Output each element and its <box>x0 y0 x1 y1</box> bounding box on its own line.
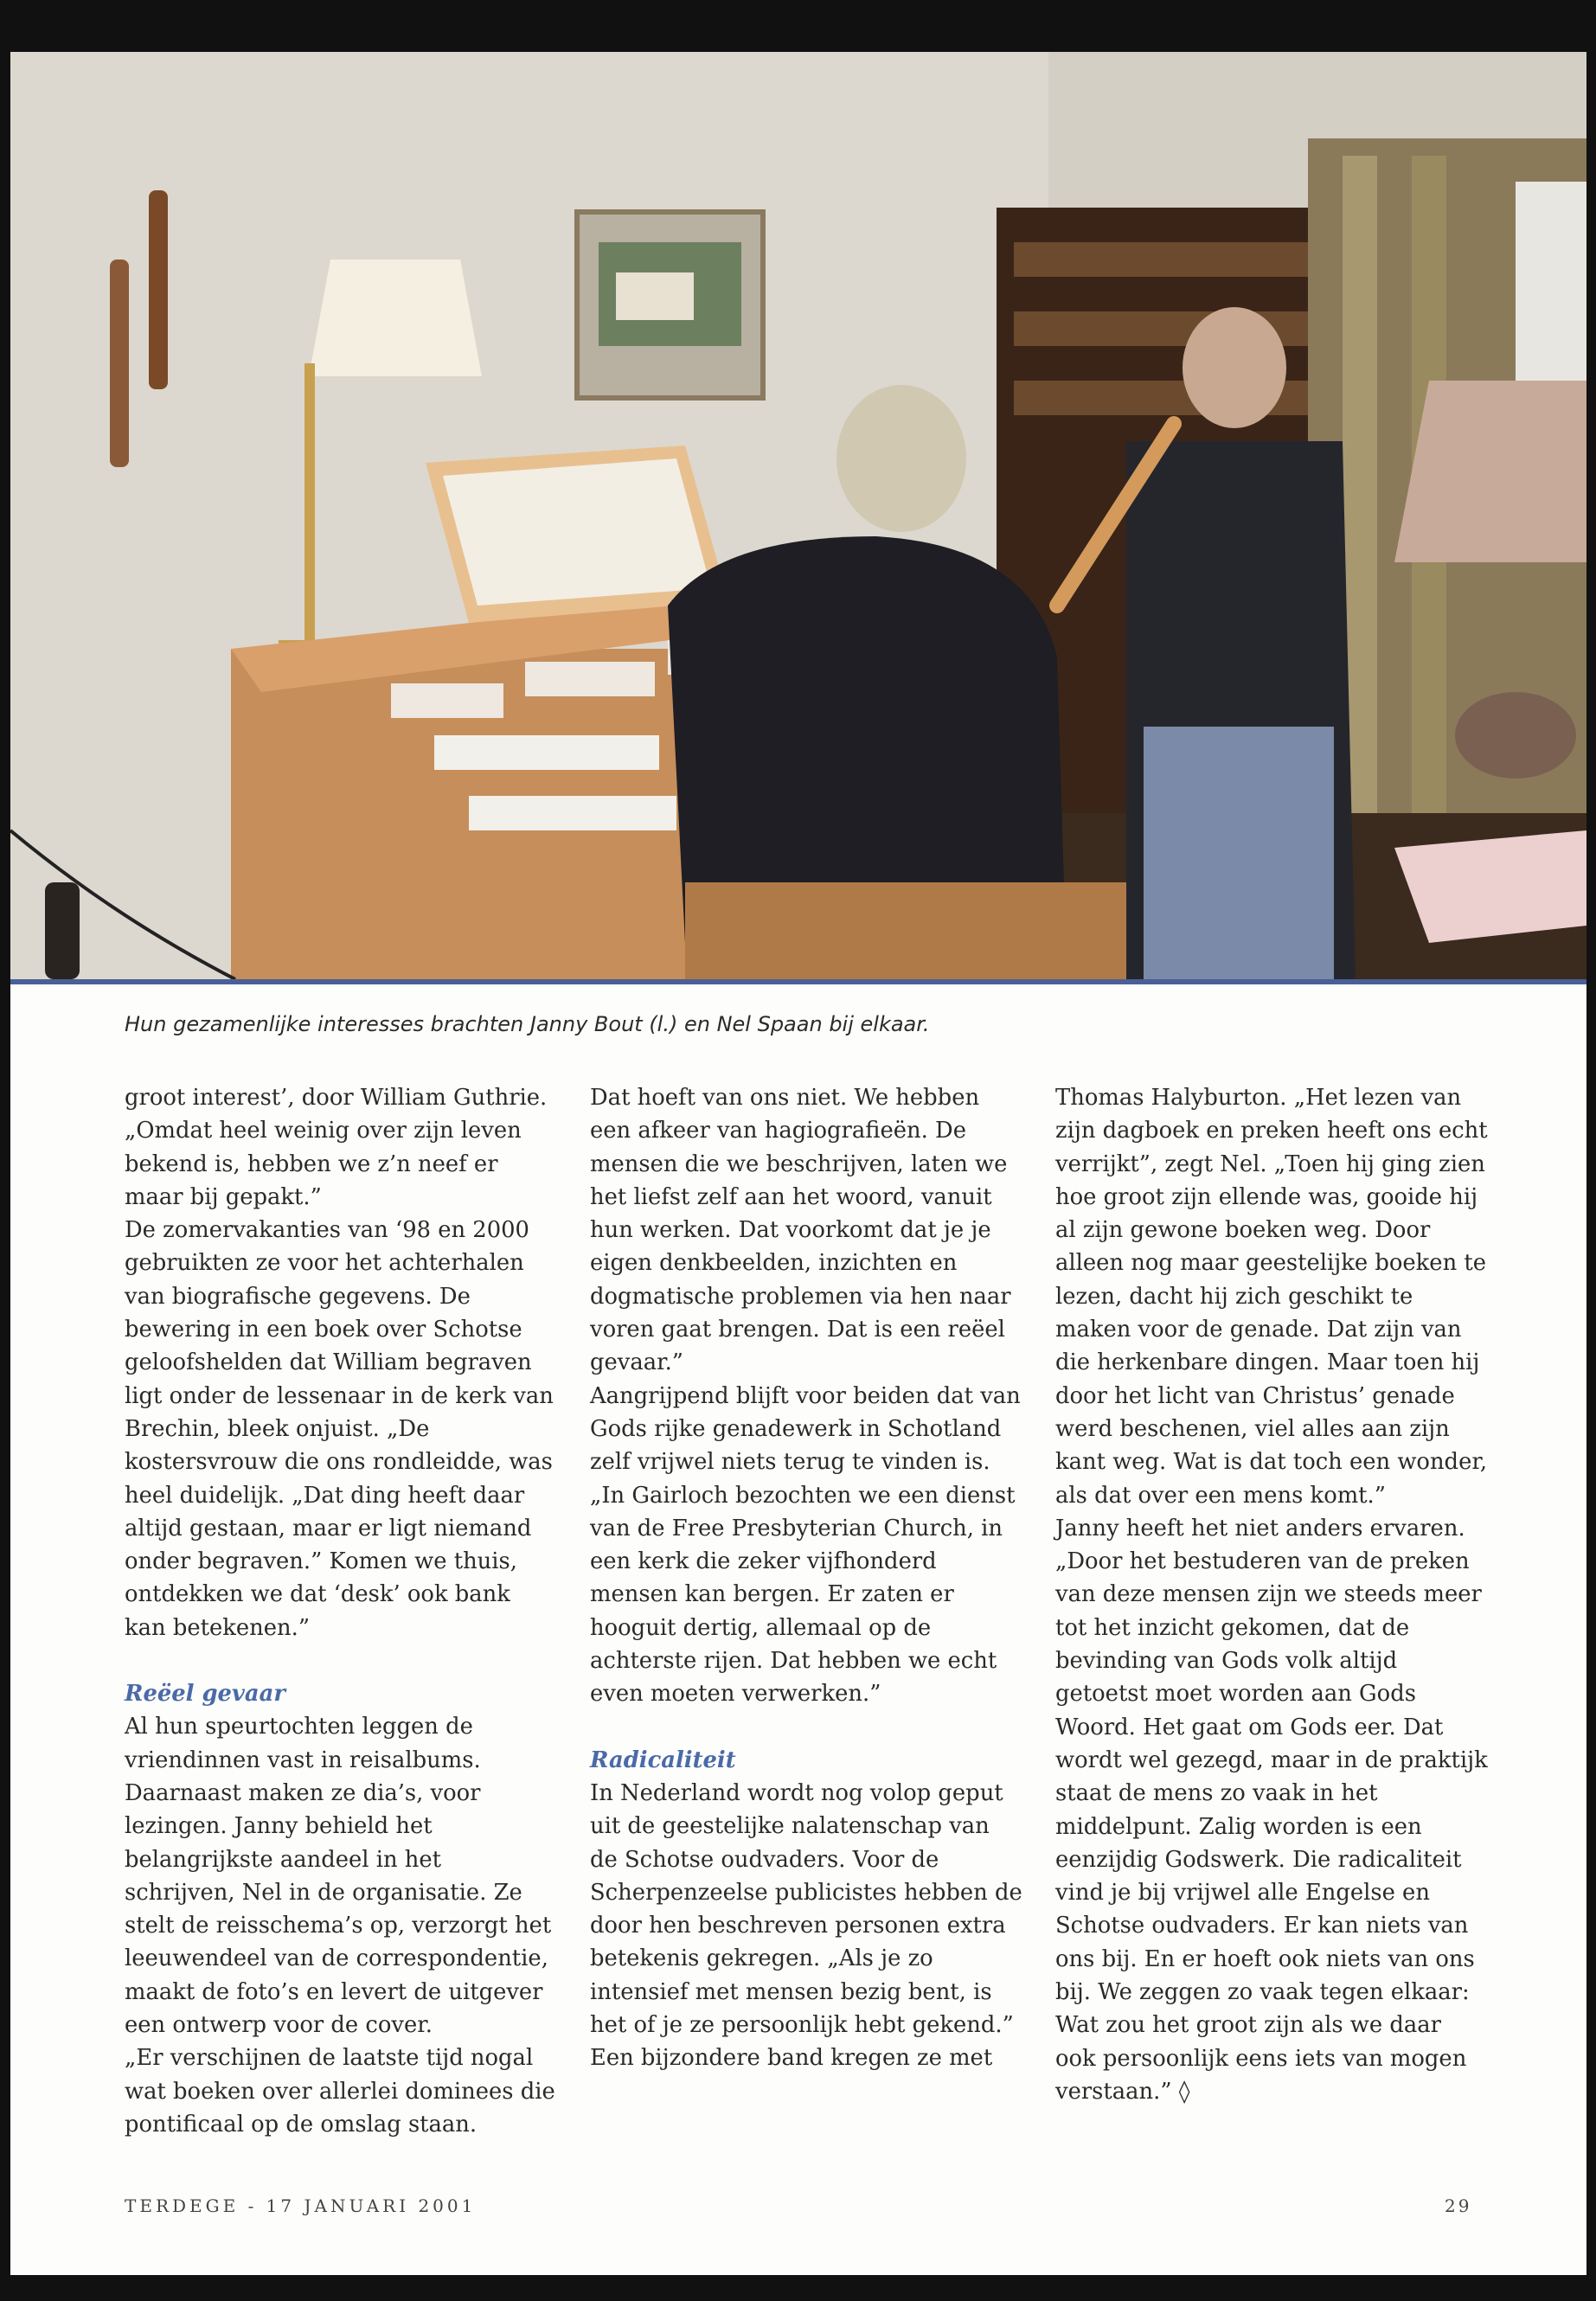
article-photo <box>10 52 1586 984</box>
paragraph: Al hun speurtochten leggen de vriendinnen vast in reisalbums. Daarnaast maken ze dia’s, voor lezingen. Janny behield het belangrijkste aandeel in het schrijven, Nel in de organisatie. Ze stelt de reisschema’s op, verzorgt het leeuwendeel van de correspondentie, maakt de foto’s en levert de uitgever een ontwerp voor de cover. <box>125 1714 552 2039</box>
paragraph: Een bijzondere band kregen ze met <box>590 2045 993 2072</box>
text-column-3 <box>1055 1081 1488 2108</box>
section-heading: Reëel gevaar <box>125 1681 285 1708</box>
text-column-1 <box>125 1081 557 2141</box>
lamp-shade <box>309 260 482 376</box>
footer-publication: TERDEGE - 17 JANUARI 2001 <box>125 2195 477 2216</box>
wall-recorder-icon <box>110 260 129 467</box>
photo-caption: Hun gezamenlijke interesses brachten Janny Bout (l.) en Nel Spaan bij elkaar. <box>125 1012 930 1036</box>
paragraph: Janny heeft het niet anders ervaren. „Door het bestuderen van de preken van deze mensen zijn we steeds meer tot het inzicht gekomen, dat de bevinding van Gods volk altijd getoetst moet worden aan Gods Woord. Het gaat om Gods eer. Dat wordt wel gezegd, maar in de praktijk staat de mens zo vaak in het middelpunt. Zalig worden is een eenzijdig Godswerk. Die radicaliteit vind je bij vrijwel alle Engelse en Schotse oudvaders. Er kan niets van ons bij. En er hoeft ook niets van ons bij. We zeggen zo vaak tegen elkaar: Wat zou het groot zijn als we daar ook persoonlijk eens iets van mogen verstaan.” ◊ <box>1055 1515 1488 2105</box>
paragraph: In Nederland wordt nog volop geput uit de geestelijke nalatenschap van de Schotse oudvaders. Voor de Scherpenzeelse publicistes hebben de door hen beschreven personen extra betekenis gekregen. „Als je zo intensief met mensen bezig bent, is het of je ze persoonlijk hebt gekend.” <box>590 1779 1022 2039</box>
paragraph: Dat hoeft van ons niet. We hebben een afkeer van hagiografieën. De mensen die we beschrijven, laten we het liefst zelf aan het woord, vanuit hun werken. Dat voorkomt dat je je eigen denkbeelden, inzichten en dogmatische problemen via hen naar voren gaat brengen. Dat is een reëel gevaar.” <box>590 1085 1011 1376</box>
recorder-player-head <box>1183 307 1286 428</box>
text-column-2 <box>590 1081 1022 2075</box>
paragraph: „Er verschijnen de laatste tijd nogal wat boeken over allerlei dominees die pontificaal op de omslag staan. <box>125 2045 555 2138</box>
organist <box>668 536 1066 943</box>
magazine-page <box>10 52 1586 2275</box>
section-heading: Radicaliteit <box>590 1747 736 1773</box>
sheet-music <box>443 458 711 606</box>
wall-recorder-icon <box>149 190 168 389</box>
organist-head <box>836 385 966 532</box>
photo-illustration <box>10 52 1586 979</box>
paragraph: groot interest’, door William Guthrie. „Omdat heel weinig over zijn leven bekend is, hebben we z’n neef er maar bij gepakt.” <box>125 1085 548 1210</box>
paragraph: Thomas Halyburton. „Het lezen van zijn dagboek en preken heeft ons echt verrijkt”, zegt Nel. „Toen hij ging zien hoe groot zijn ellende was, gooide hij al zijn gewone boeken weg. Door alleen nog maar geestelijke boeken te lezen, dacht hij zich geschikt te maken voor de genade. Dat zijn van die herkenbare dingen. Maar toen hij door het licht van Christus’ genade werd beschenen, viel alles aan zijn kant weg. Wat is dat toch een wonder, als dat over een mens komt.” <box>1055 1085 1488 1509</box>
page-number: 29 <box>1445 2195 1472 2216</box>
paragraph: De zomervakanties van ‘98 en 2000 gebruikten ze voor het achterhalen van biografische gegevens. De bewering in een boek over Schotse geloofshelden dat William begraven ligt onder de lessenaar in de kerk van Brechin, bleek onjuist. „De kostersvrouw die ons rondleidde, was heel duidelijk. „Dat ding heeft daar altijd gestaan, maar er ligt niemand onder begraven.” Komen we thuis, ontdekken we dat ‘desk’ ook bank kan betekenen.” <box>125 1217 554 1641</box>
paragraph: Aangrijpend blijft voor beiden dat van Gods rijke genadewerk in Schotland zelf vrijwel niets terug te vinden is. „In Gairloch bezochten we een dienst van de Free Presbyterian Church, in een kerk die zeker vijfhonderd mensen kan bergen. Er zaten er hooguit dertig, allemaal op de achterste rijen. Dat hebben we echt even moeten verwerken.” <box>590 1382 1021 1708</box>
